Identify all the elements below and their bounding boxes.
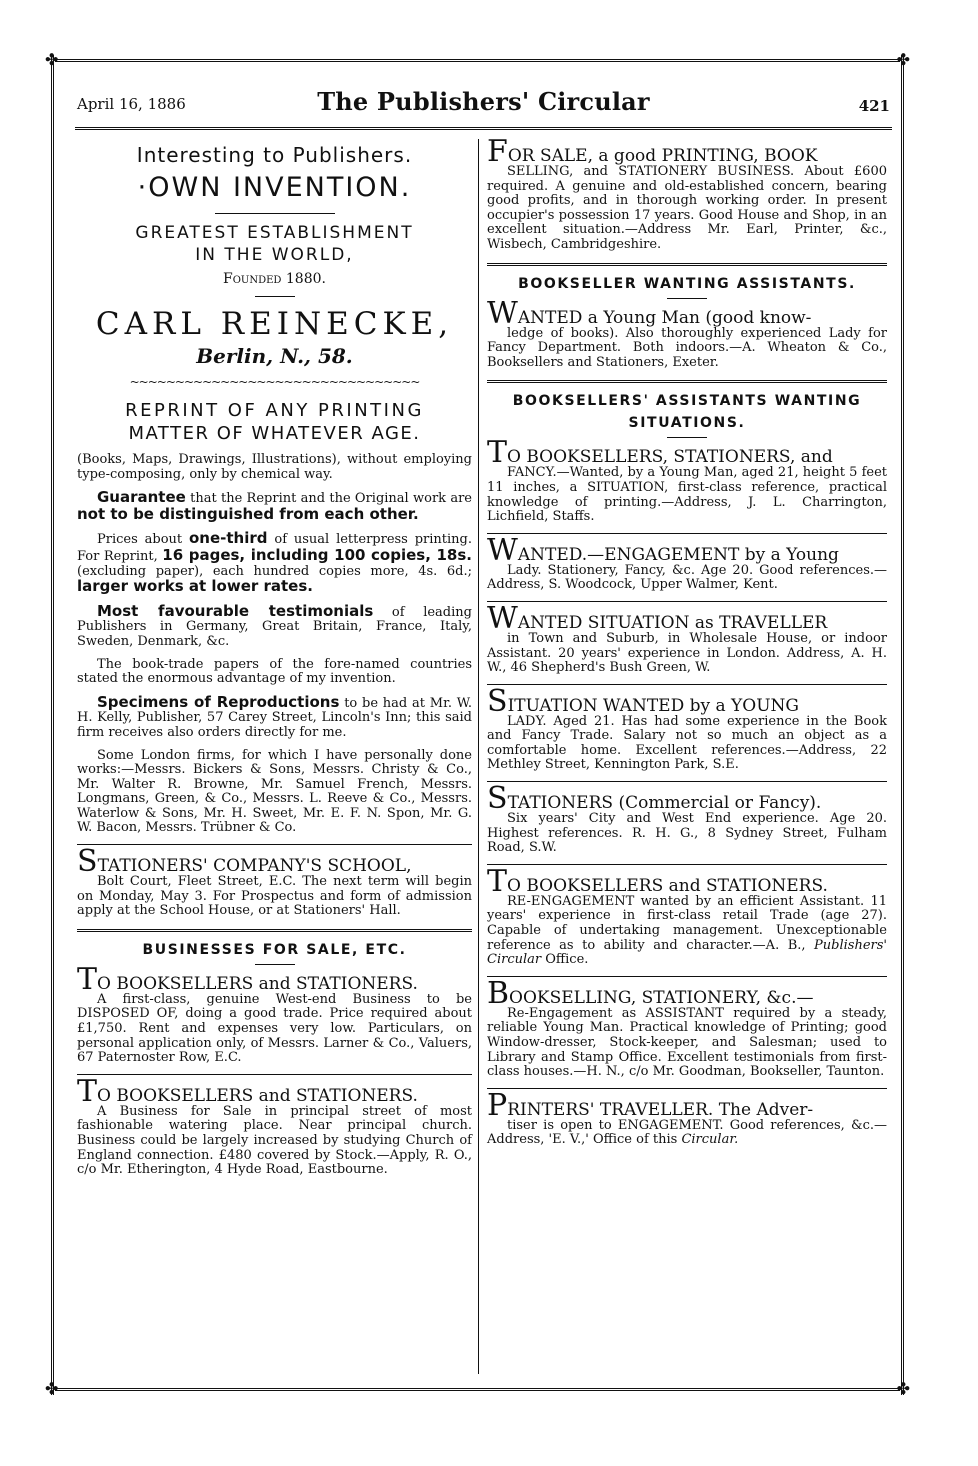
ad-heading <box>487 781 887 817</box>
divider <box>487 380 887 383</box>
drop-cap: T <box>77 1073 98 1109</box>
emphasis: Specimens of Reproductions <box>97 692 340 711</box>
ad-text: (excluding paper), each hundred copies more, 4s. 6d.; <box>77 563 472 579</box>
advertiser-name: CARL REINECKE, <box>95 306 454 342</box>
divider <box>487 263 887 266</box>
ad-paragraph <box>77 601 472 650</box>
situation-ad <box>487 781 887 856</box>
ad-heading-text: ANTED SITUATION as TRAVELLER <box>517 612 828 633</box>
header-rule <box>75 127 892 130</box>
drop-cap: T <box>487 435 508 471</box>
emphasis: larger works at lower rates. <box>77 577 313 596</box>
page-number: 421 <box>858 97 890 115</box>
drop-cap: T <box>77 961 98 997</box>
situation-ad <box>487 435 887 525</box>
divider <box>487 601 887 602</box>
ad-paragraph: Re-Engagement as ASSISTANT required by a steady, reliable Young Man. Practical knowledge of Printing; good Window-dresser, Stock-keeper, and Salesman; used to Library and Stamp Office. Excellent testimonials from first-class houses.—H. N., c/o Mr. Goodman, Bookseller, Taunton. <box>487 1005 887 1080</box>
drop-cap: W <box>487 295 518 331</box>
ad-heading-text: O BOOKSELLERS and STATIONERS. <box>97 1085 418 1106</box>
ornament-icon: ✤ <box>45 1379 59 1398</box>
ad-heading-text: O BOOKSELLERS, STATIONERS, and <box>507 447 833 468</box>
ad-paragraph: The book-trade papers of the fore-named countries stated the enormous advantage of my invention. <box>77 656 472 687</box>
divider <box>255 296 295 297</box>
divider <box>77 929 472 932</box>
ad-paragraph: SELLING, and STATIONERY BUSINESS. About £600 required. A genuine and old-established concern, bearing good profits, and in thorough working order. In present occupier's possession 17 years. Good House and Shop, in an excellent situation.—Address Mr. Earl, Printer, &c., Wisbech, Cambridgeshire. <box>487 164 887 252</box>
emphasis: not to be distinguished from each other. <box>77 504 419 523</box>
bottom-border-rule <box>55 1388 900 1391</box>
ad-kicker: Interesting to Publishers. <box>136 143 413 167</box>
for-sale-ad <box>487 134 887 253</box>
ad-heading <box>487 435 887 471</box>
situation-ad <box>487 975 887 1080</box>
ad-paragraph: (Books, Maps, Drawings, Illustrations), without employing type-composing, only by chemical way. <box>77 452 472 482</box>
ornament-icon: ✤ <box>896 1379 910 1398</box>
business-ad <box>77 961 472 1066</box>
emphasis: 16 pages, including 100 copies, 18s. <box>162 545 472 564</box>
section-heading: BUSINESSES FOR SALE, ETC. <box>142 941 407 958</box>
ad-paragraph: Bolt Court, Fleet Street, E.C. The next term will begin on Monday, May 3. For Prospectus and form of admission apply at the School House, or at Stationers' Hall. <box>77 874 472 919</box>
drop-cap: W <box>487 600 518 636</box>
ad-text: to be had at Mr. W. H. Kelly, Publisher, 57 Carey Street, Lincoln's Inn; this said firm receives also orders directly for me. <box>77 695 472 740</box>
ad-paragraph: ledge of books). Also thoroughly experienced Lady for Fancy Department. Both indoors.—A. Wheaton & Co., Booksellers and Stationers, Exeter. <box>487 325 887 370</box>
ad-heading <box>487 600 887 636</box>
ad-heading <box>487 134 887 169</box>
drop-cap: W <box>487 532 518 568</box>
drop-cap: F <box>487 134 508 169</box>
wavy-rule: ~~~~~~~~~~~~~~~~~~~~~~~~~~~~~~~~ <box>129 375 420 389</box>
ad-paragraph <box>77 692 472 741</box>
situation-ad <box>487 600 887 676</box>
column-divider <box>478 139 479 1374</box>
ad-paragraph: A Business for Sale in principal street of most fashionable watering place. Near principal church. Business could be largely increased by studying Church of England connection. £480 covered by Stock.—Apply, R. O., c/o Mr. Etherington, 4 Hyde Road, Eastbourne. <box>77 1103 472 1178</box>
divider <box>77 844 472 845</box>
ad-text: tiser is open to ENGAGEMENT. Good references, &c.—Address, 'E. V.,' Office of this <box>487 1117 887 1148</box>
ad-heading <box>77 1073 472 1109</box>
ad-text: that the Reprint and the Original work are <box>185 491 472 507</box>
ad-heading-text: OOKSELLING, STATIONERY, &c.— <box>509 987 814 1008</box>
ad-paragraph: Some London firms, for which I have personally done works:—Messrs. Bickers & Sons, Messrs. Christy & Co., Mr. Walter R. Browne, Mr. Samuel French, Messrs. Longmans, Green, & Co., Messrs. L. Reeve & Co., Messrs. Waterlow & Sons, Mr. H. Sweet, Mr. E. F. N. Spon, Mr. G. W. Bacon, Messrs. Trübner & Co. <box>77 747 472 836</box>
ad-paragraph: LADY. Aged 21. Has had some experience in the Book and Fancy Trade. Salary not so much an object as a comfortable home. Excellent references.—Address, 22 Methley Street, Kennington Park, S.E. <box>487 713 887 773</box>
ad-heading-text: OR SALE, a good PRINTING, BOOK <box>507 146 818 166</box>
founded-line: Founded 1880. <box>223 271 326 287</box>
page-frame <box>45 50 910 1398</box>
divider <box>77 1074 472 1075</box>
running-header <box>77 87 890 117</box>
ad-heading <box>487 863 887 899</box>
situation-ad <box>487 683 887 773</box>
divider <box>255 964 295 965</box>
journal-title: The Publishers' Circular <box>317 87 650 116</box>
ad-text: Prices about <box>97 532 189 548</box>
ad-heading <box>487 683 887 719</box>
ad-text-italic: Publishers' Circular <box>487 937 887 968</box>
ad-paragraph: A first-class, genuine West-end Business to be DISPOSED OF, doing a good trade. Price required about £1,750. Rent and expenses very low. Particulars, on personal application only, of Messrs. Larner & Co., Valuers, 67 Paternoster Row, E.C. <box>77 991 472 1066</box>
ad-heading-text: ANTED a Young Man (good know- <box>517 307 812 328</box>
ad-text: of leading Publishers in Germany, Great Britain, France, Italy, Sweden, Denmark, &c. <box>77 604 472 649</box>
drop-cap: S <box>487 683 508 719</box>
ad-heading <box>77 961 472 997</box>
situation-ad <box>487 1087 887 1148</box>
divider <box>667 298 707 299</box>
divider <box>487 781 887 782</box>
ad-heading-text: O BOOKSELLERS and STATIONERS. <box>97 973 418 994</box>
left-border-rule <box>51 55 54 1395</box>
reprint-headline: REPRINT OF ANY PRINTING <box>125 400 424 421</box>
ad-heading <box>77 844 472 880</box>
emphasis: one-third <box>189 529 268 548</box>
ad-heading <box>487 1087 887 1123</box>
issue-date: April 16, 1886 <box>77 95 186 113</box>
divider <box>487 864 887 865</box>
ad-text: Office. <box>541 952 589 968</box>
divider <box>487 684 887 685</box>
ad-heading-text: ANTED.—ENGAGEMENT by a Young <box>517 544 839 565</box>
drop-cap: S <box>77 844 98 880</box>
ad-heading-text: ITUATION WANTED by a YOUNG <box>507 695 799 716</box>
ad-heading <box>487 295 887 331</box>
divider <box>667 437 707 438</box>
ad-heading-text: TATIONERS (Commercial or Fancy). <box>507 793 822 814</box>
ad-heading-text: O BOOKSELLERS and STATIONERS. <box>507 875 828 896</box>
ornament-icon: ✤ <box>896 50 910 69</box>
ad-heading-text: RINTERS' TRAVELLER. The Adver- <box>507 1099 814 1120</box>
reinecke-advertisement <box>77 143 472 836</box>
ornament-icon: ✤ <box>45 50 59 69</box>
ad-paragraph: Lady. Stationery, Fancy, &c. Age 20. Good references.—Address, S. Woodcock, Upper Walmer, Kent. <box>487 562 887 593</box>
ad-paragraph: Six years' City and West End experience. Age 20. Highest references. R. H. G., 8 Sydney Street, Fulham Road, S.W. <box>487 811 887 856</box>
ad-paragraph <box>77 490 472 523</box>
drop-cap: T <box>487 863 508 899</box>
ad-heading-text: TATIONERS' COMPANY'S SCHOOL, <box>97 856 412 877</box>
reprint-headline: MATTER OF WHATEVER AGE. <box>128 423 421 444</box>
drop-cap: P <box>487 1087 508 1123</box>
ad-paragraph: in Town and Suburb, in Wholesale House, or indoor Assistant. 20 years' experience in London. Address, A. H. W., 46 Shepherd's Bush Green, W. <box>487 630 887 676</box>
section-heading: SITUATIONS. <box>628 415 746 432</box>
right-column <box>487 134 887 1148</box>
divider <box>487 1088 887 1089</box>
drop-cap: S <box>487 781 508 817</box>
left-column <box>77 143 472 1178</box>
business-ad <box>77 1073 472 1178</box>
ad-paragraph <box>77 531 472 595</box>
school-advertisement <box>77 844 472 919</box>
section-heading: BOOKSELLERS' ASSISTANTS WANTING <box>512 393 862 410</box>
ad-text-italic: Circular. <box>681 1132 739 1148</box>
ad-subhead: GREATEST ESTABLISHMENT <box>135 223 414 243</box>
emphasis: Most favourable testimonials <box>97 601 374 620</box>
top-border-rule <box>55 59 900 62</box>
advertiser-address: Berlin, N., 58. <box>196 344 353 368</box>
ad-heading <box>487 532 887 568</box>
ad-paragraph <box>487 895 887 968</box>
divider <box>487 976 887 977</box>
divider <box>215 213 335 214</box>
divider <box>487 533 887 534</box>
ad-text: of usual letterpress printing. For Reprint, <box>77 532 472 564</box>
wanted-ad <box>487 295 887 371</box>
emphasis: Guarantee <box>97 488 186 507</box>
ad-subhead: IN THE WORLD, <box>195 245 354 265</box>
ad-text: RE-ENGAGEMENT wanted by an efficient Assistant. 11 years' experience in first-class retail Trade (age 27). Capable of undertaking management. Unexceptionable reference as to ability and character.—A. B., <box>487 893 887 953</box>
ad-paragraph <box>487 1119 887 1148</box>
ad-headline: ·OWN INVENTION. <box>137 172 412 203</box>
ad-paragraph: FANCY.—Wanted, by a Young Man, aged 21, height 5 feet 11 inches, a SITUATION, first-class reference, practical knowledge of printing.—Address, J. L. Charrington, Lichfield, Staffs. <box>487 465 887 525</box>
situation-ad <box>487 863 887 968</box>
situation-ad <box>487 532 887 593</box>
section-heading: BOOKSELLER WANTING ASSISTANTS. <box>518 275 856 292</box>
right-border-rule <box>901 55 904 1395</box>
drop-cap: B <box>487 975 510 1011</box>
ad-heading <box>487 975 887 1011</box>
